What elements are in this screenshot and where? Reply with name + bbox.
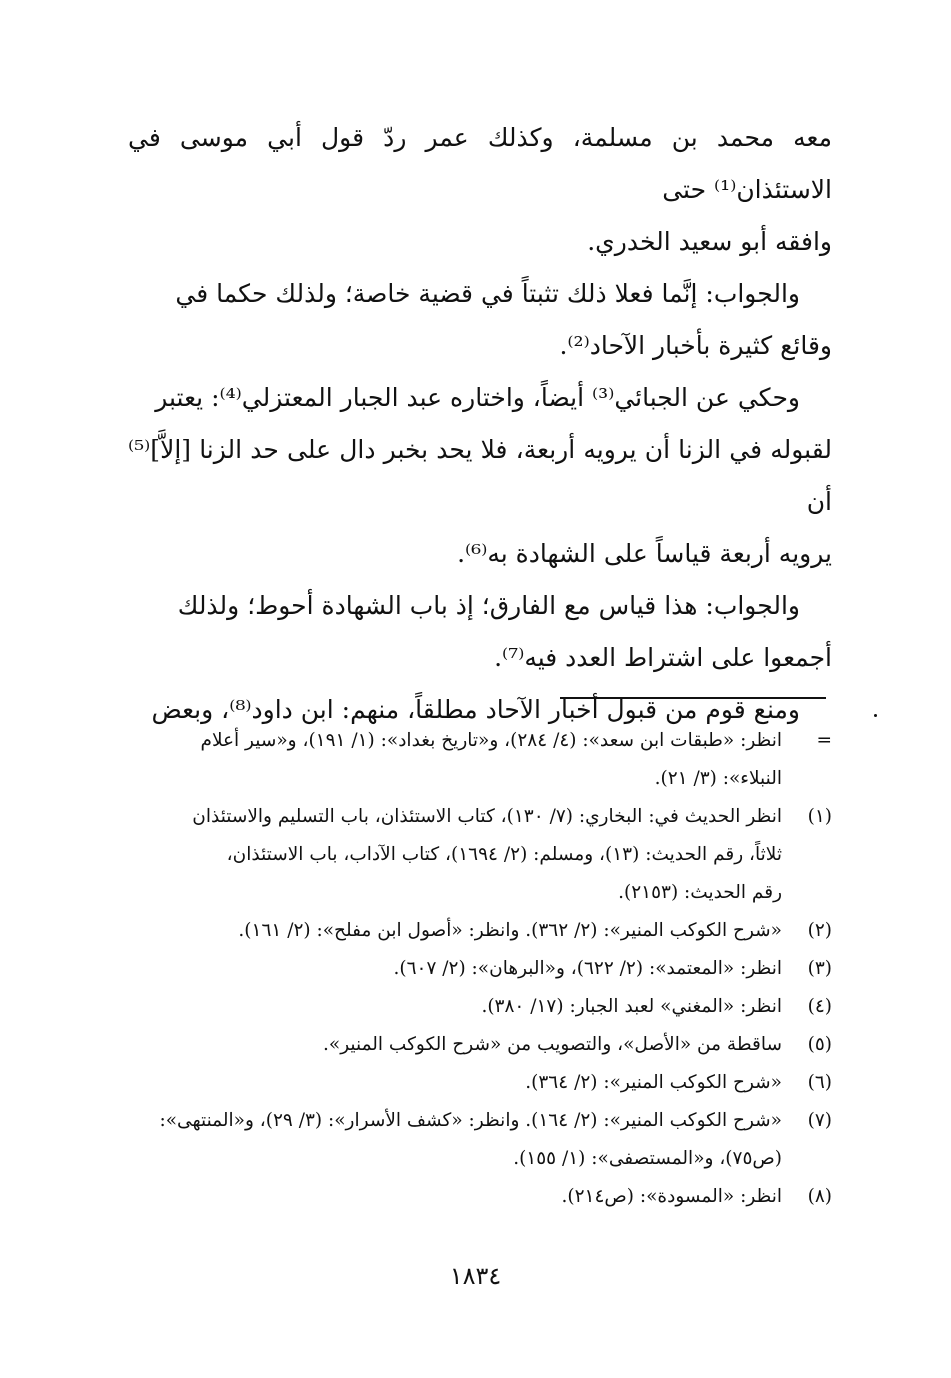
footnote-line: انظر الحديث في: البخاري: (٧/ ١٣٠)، كتاب الاستئذان، باب التسليم والاستئذان bbox=[192, 806, 782, 827]
footnote-text bbox=[122, 912, 782, 950]
text-line: وقائع كثيرة بأخبار الآحاد⁽²⁾. bbox=[559, 331, 832, 360]
text-line: لقبوله في الزنا أن يرويه أربعة، فلا يحد بخبر دال على حد الزنا [إلاَّ]⁽⁵⁾ أن bbox=[128, 435, 832, 516]
footnote-line: انظر: «المسودة»: (ص٢١٤). bbox=[561, 1186, 782, 1207]
paragraph-3 bbox=[128, 372, 832, 580]
footnote-text bbox=[122, 1102, 782, 1178]
footnote-line: ساقطة من «الأصل»، والتصويب من «شرح الكوكب المنير». bbox=[323, 1034, 782, 1055]
footnote-4 bbox=[122, 988, 832, 1026]
footnote-number: (١) bbox=[807, 806, 832, 827]
footnote-6 bbox=[122, 1064, 832, 1102]
footnote-number: (٥) bbox=[807, 1034, 832, 1055]
text-line: والجواب: هذا قياس مع الفارق؛ إذ باب الشهادة أحوط؛ ولذلك bbox=[177, 591, 800, 620]
footnote-number: (٤) bbox=[807, 996, 832, 1017]
paragraph-2 bbox=[128, 268, 832, 372]
footnote-line: انظر: «المغني» لعبد الجبار: (١٧/ ٣٨٠). bbox=[481, 996, 782, 1017]
footnote-3 bbox=[122, 950, 832, 988]
footnote-text bbox=[122, 1064, 782, 1102]
paragraph-1 bbox=[128, 112, 832, 268]
text-line: يرويه أربعة قياساً على الشهادة به⁽⁶⁾. bbox=[457, 539, 832, 568]
footnote-number: (٦) bbox=[807, 1072, 832, 1093]
page-number: ١٨٣٤ bbox=[449, 1262, 502, 1290]
text-line: معه محمد بن مسلمة، وكذلك عمر ردّ قول أبي موسى في الاستئذان⁽¹⁾ حتى bbox=[128, 123, 832, 204]
footnote-number: = bbox=[816, 730, 832, 751]
footnote-7 bbox=[122, 1102, 832, 1178]
main-text bbox=[128, 112, 832, 736]
footnote-line: ثلاثاً، رقم الحديث: (١٣)، ومسلم: (٢/ ١٦٩٤)، كتاب الآداب، باب الاستئذان، bbox=[226, 844, 782, 865]
footnote-text bbox=[122, 950, 782, 988]
text-line: وحكي عن الجبائي⁽³⁾ أيضاً، واختاره عبد الجبار المعتزلي⁽⁴⁾: يعتبر bbox=[155, 383, 800, 412]
footnote-1 bbox=[122, 798, 832, 912]
paragraph-4 bbox=[128, 580, 832, 684]
footnote-number: (٢) bbox=[807, 920, 832, 941]
text-line: وافقه أبو سعيد الخدري. bbox=[587, 227, 832, 256]
footnote-line: انظر: «المعتمد»: (٢/ ٦٢٢)، و«البرهان»: (٢/ ٦٠٧). bbox=[393, 958, 782, 979]
footnote-2 bbox=[122, 912, 832, 950]
footnote-text bbox=[122, 988, 782, 1026]
scan-speck bbox=[874, 714, 877, 717]
footnote-separator bbox=[560, 697, 826, 699]
footnotes bbox=[122, 722, 832, 1216]
text-line: ومنع قوم من قبول أخبار الآحاد مطلقاً، منهم: ابن داود⁽⁸⁾، وبعض bbox=[151, 695, 800, 724]
footnote-continued bbox=[122, 722, 832, 798]
footnote-text bbox=[122, 1178, 782, 1216]
footnote-line: (ص٧٥)، و«المستصفى»: (١/ ١٥٥). bbox=[513, 1148, 782, 1169]
footnote-number: (٨) bbox=[807, 1186, 832, 1207]
footnote-line: «شرح الكوكب المنير»: (٢/ ١٦٤). وانظر: «كشف الأسرار»: (٣/ ٢٩)، و«المنتهى»: bbox=[159, 1110, 782, 1131]
text-line: والجواب: إنَّما فعلا ذلك تثبتاً في قضية خاصة؛ ولذلك حكما في bbox=[175, 279, 800, 308]
footnote-text bbox=[122, 722, 782, 798]
text-line: أجمعوا على اشتراط العدد فيه⁽⁷⁾. bbox=[494, 643, 832, 672]
footnote-number: (٣) bbox=[807, 958, 832, 979]
footnote-line: انظر: «طبقات ابن سعد»: (٤/ ٢٨٤)، و«تاريخ بغداد»: (١/ ١٩١)، و«سير أعلام bbox=[200, 730, 782, 751]
footnote-text bbox=[122, 1026, 782, 1064]
footnote-text bbox=[122, 798, 782, 912]
footnote-line: «شرح الكوكب المنير»: (٢/ ٣٦٢). وانظر: «أصول ابن مفلح»: (٢/ ١٦١). bbox=[238, 920, 782, 941]
footnote-line: النبلاء»: (٣/ ٢١). bbox=[654, 768, 782, 789]
footnote-5 bbox=[122, 1026, 832, 1064]
footnote-line: «شرح الكوكب المنير»: (٢/ ٣٦٤). bbox=[525, 1072, 782, 1093]
footnote-number: (٧) bbox=[807, 1110, 832, 1131]
footnote-8 bbox=[122, 1178, 832, 1216]
footnote-line: رقم الحديث: (٢١٥٣). bbox=[618, 882, 782, 903]
